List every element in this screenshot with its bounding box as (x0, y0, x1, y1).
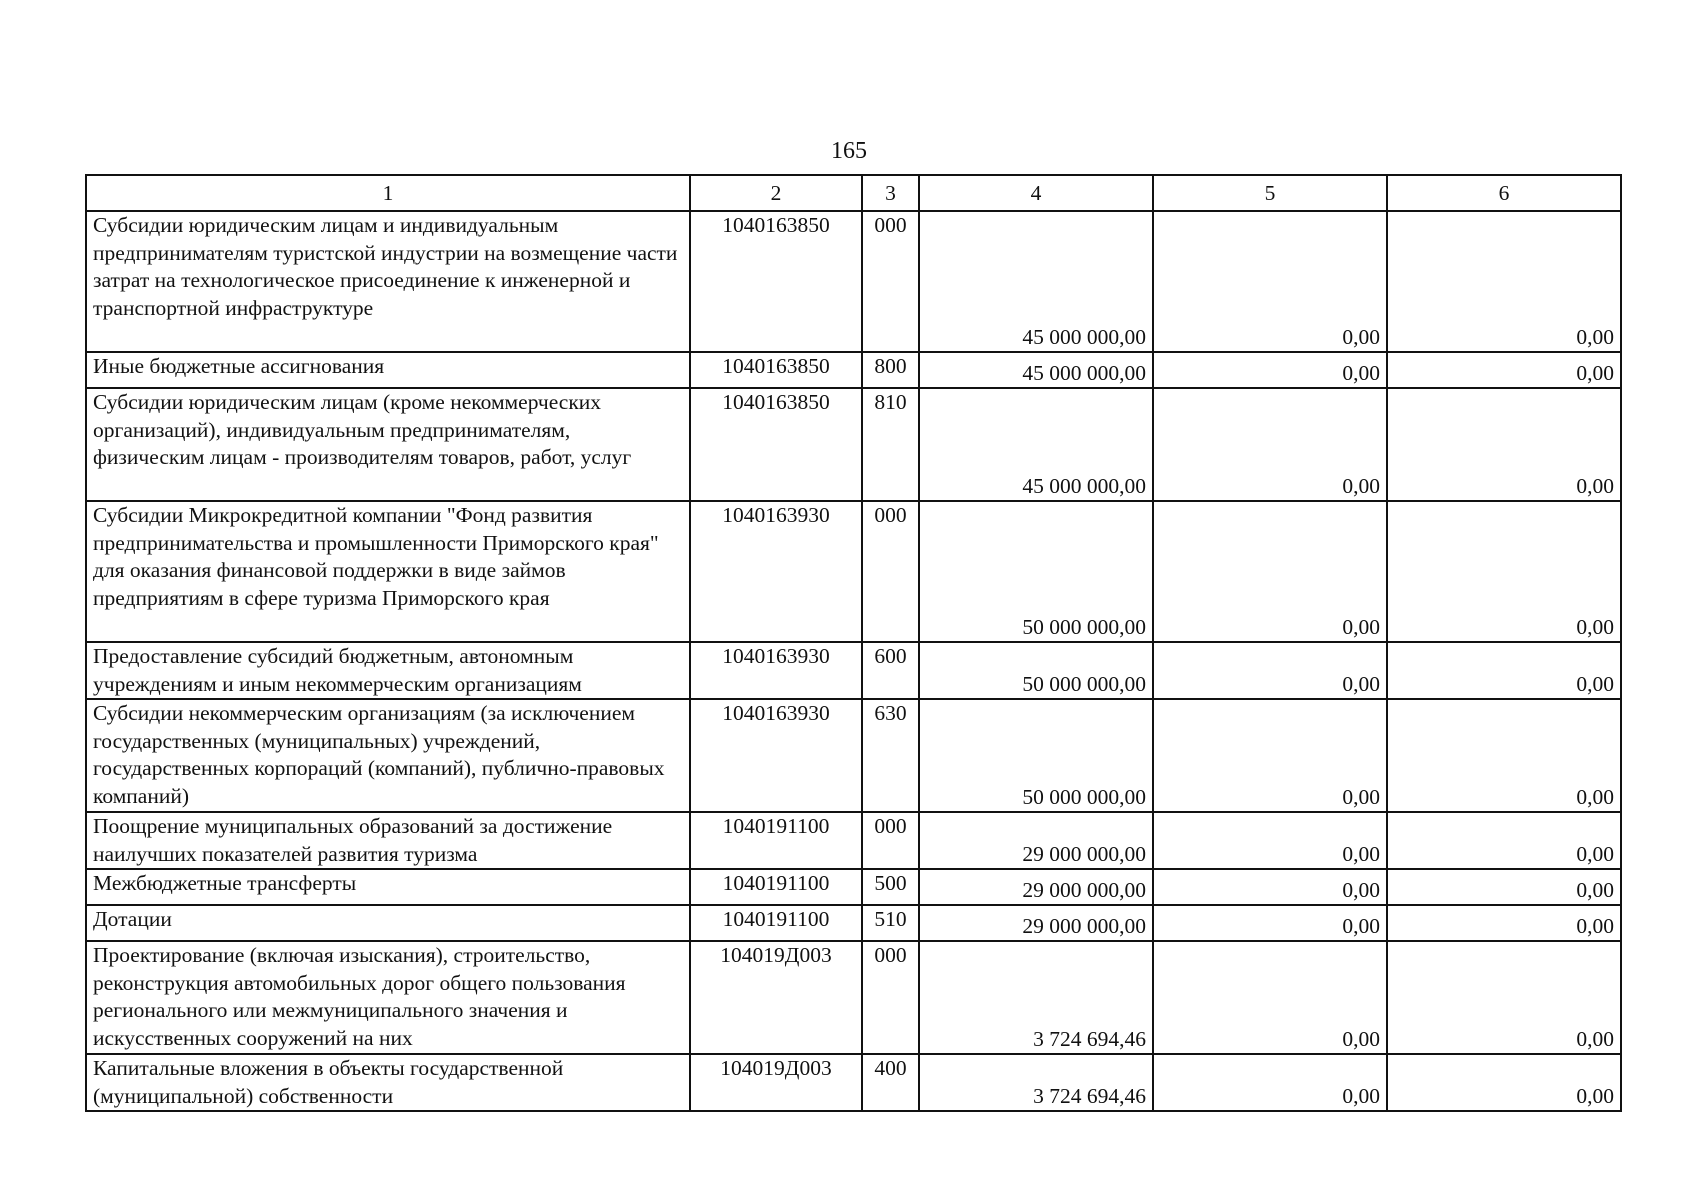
row-value-5: 0,00 (1153, 501, 1387, 642)
row-value-5: 0,00 (1153, 905, 1387, 941)
row-code: 1040163930 (690, 642, 862, 699)
table-row (86, 642, 1621, 699)
row-value-4: 3 724 694,46 (919, 1054, 1153, 1111)
table-row (86, 352, 1621, 388)
row-kind: 510 (862, 905, 919, 941)
row-value-5: 0,00 (1153, 642, 1387, 699)
row-value-5: 0,00 (1153, 1054, 1387, 1111)
row-kind: 630 (862, 699, 919, 812)
row-kind: 000 (862, 812, 919, 869)
row-value-6: 0,00 (1387, 1054, 1621, 1111)
row-name: Дотации (86, 905, 690, 941)
row-name: Межбюджетные трансферты (86, 869, 690, 905)
row-value-6: 0,00 (1387, 388, 1621, 501)
row-name: Капитальные вложения в объекты государственной (муниципальной) собственности (86, 1054, 690, 1111)
table-row (86, 941, 1621, 1054)
row-value-5: 0,00 (1153, 211, 1387, 352)
row-value-4: 3 724 694,46 (919, 941, 1153, 1054)
column-header-4: 4 (919, 175, 1153, 211)
column-header-1: 1 (86, 175, 690, 211)
row-kind: 500 (862, 869, 919, 905)
row-value-5: 0,00 (1153, 869, 1387, 905)
row-value-4: 45 000 000,00 (919, 352, 1153, 388)
table-row (86, 501, 1621, 642)
row-code: 1040191100 (690, 905, 862, 941)
row-code: 104019Д003 (690, 1054, 862, 1111)
row-kind: 600 (862, 642, 919, 699)
row-kind: 810 (862, 388, 919, 501)
row-value-5: 0,00 (1153, 812, 1387, 869)
column-header-5: 5 (1153, 175, 1387, 211)
row-value-4: 45 000 000,00 (919, 211, 1153, 352)
column-header-2: 2 (690, 175, 862, 211)
table-row (86, 388, 1621, 501)
row-value-6: 0,00 (1387, 869, 1621, 905)
row-name: Иные бюджетные ассигнования (86, 352, 690, 388)
header-row (86, 175, 1621, 211)
row-code: 104019Д003 (690, 941, 862, 1054)
row-code: 1040191100 (690, 812, 862, 869)
row-value-6: 0,00 (1387, 352, 1621, 388)
row-value-6: 0,00 (1387, 211, 1621, 352)
row-code: 1040163850 (690, 352, 862, 388)
row-value-4: 50 000 000,00 (919, 501, 1153, 642)
row-code: 1040191100 (690, 869, 862, 905)
table-row (86, 1054, 1621, 1111)
table-row (86, 812, 1621, 869)
row-value-4: 50 000 000,00 (919, 642, 1153, 699)
row-code: 1040163850 (690, 388, 862, 501)
row-kind: 400 (862, 1054, 919, 1111)
table-row (86, 699, 1621, 812)
row-value-6: 0,00 (1387, 699, 1621, 812)
page-number: 165 (831, 138, 867, 164)
row-kind: 800 (862, 352, 919, 388)
row-code: 1040163930 (690, 699, 862, 812)
row-name: Поощрение муниципальных образований за достижение наилучших показателей развития туризма (86, 812, 690, 869)
row-value-6: 0,00 (1387, 642, 1621, 699)
row-name: Субсидии некоммерческим организациям (за исключением государственных (муниципальных) учреждений, государственных корпораций (компаний), публично-правовых компаний) (86, 699, 690, 812)
row-kind: 000 (862, 941, 919, 1054)
row-name: Субсидии юридическим лицам (кроме некоммерческих организаций), индивидуальным предпринимателям, физическим лицам - производителям товаров, работ, услуг (86, 388, 690, 501)
row-kind: 000 (862, 211, 919, 352)
row-name: Субсидии юридическим лицам и индивидуальным предпринимателям туристской индустрии на возмещение части затрат на технологическое присоединение к инженерной и транспортной инфраструктуре (86, 211, 690, 352)
row-value-6: 0,00 (1387, 501, 1621, 642)
table-row (86, 869, 1621, 905)
row-value-4: 29 000 000,00 (919, 869, 1153, 905)
row-name: Субсидии Микрокредитной компании "Фонд развития предпринимательства и промышленности Приморского края" для оказания финансовой поддержки в виде займов предприятиям в сфере туризма Приморского края (86, 501, 690, 642)
row-value-5: 0,00 (1153, 699, 1387, 812)
budget-table (85, 174, 1622, 1112)
row-value-5: 0,00 (1153, 388, 1387, 501)
column-header-3: 3 (862, 175, 919, 211)
row-name: Предоставление субсидий бюджетным, автономным учреждениям и иным некоммерческим организациям (86, 642, 690, 699)
row-name: Проектирование (включая изыскания), строительство, реконструкция автомобильных дорог общего пользования регионального или межмуниципального значения и искусственных сооружений на них (86, 941, 690, 1054)
row-value-4: 29 000 000,00 (919, 905, 1153, 941)
column-header-6: 6 (1387, 175, 1621, 211)
row-value-4: 50 000 000,00 (919, 699, 1153, 812)
row-kind: 000 (862, 501, 919, 642)
row-value-4: 29 000 000,00 (919, 812, 1153, 869)
row-code: 1040163930 (690, 501, 862, 642)
row-code: 1040163850 (690, 211, 862, 352)
row-value-5: 0,00 (1153, 352, 1387, 388)
table-row (86, 905, 1621, 941)
row-value-6: 0,00 (1387, 812, 1621, 869)
row-value-5: 0,00 (1153, 941, 1387, 1054)
table-row (86, 211, 1621, 352)
row-value-6: 0,00 (1387, 905, 1621, 941)
row-value-4: 45 000 000,00 (919, 388, 1153, 501)
row-value-6: 0,00 (1387, 941, 1621, 1054)
